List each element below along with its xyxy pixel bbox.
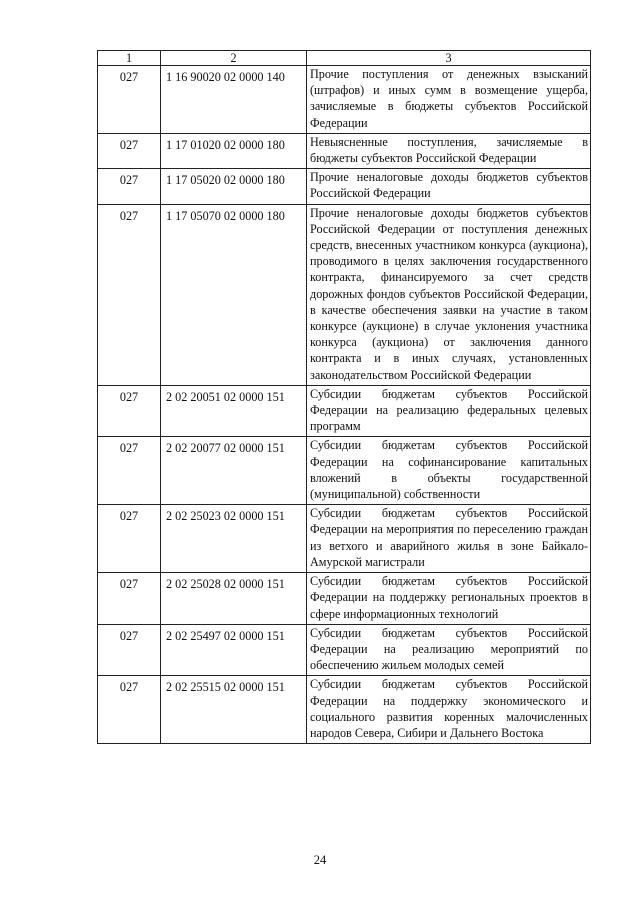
row-budget-code: 2 02 25023 02 0000 151 [161,505,307,573]
row-admin-code: 027 [98,385,161,437]
header-column-3: 3 [307,51,591,66]
row-budget-code: 2 02 25515 02 0000 151 [161,676,307,744]
row-description: Субсидии бюджетам субъектов Российской Федерации на реализацию мероприятий по обеспечению жильем молодых семей [307,624,591,676]
table-header-row [98,51,591,66]
row-admin-code: 027 [98,437,161,505]
row-admin-code: 027 [98,624,161,676]
row-budget-code: 1 17 05070 02 0000 180 [161,204,307,385]
table-row [98,437,591,505]
row-admin-code: 027 [98,66,161,134]
row-description: Субсидии бюджетам субъектов Российской Федерации на мероприятия по переселению граждан из ветхого и аварийного жилья в зоне Байкало-Амурской магистрали [307,505,591,573]
row-description: Невыясненные поступления, зачисляемые в бюджеты субъектов Российской Федерации [307,133,591,168]
row-budget-code: 2 02 20051 02 0000 151 [161,385,307,437]
table-body [98,66,591,744]
row-budget-code: 2 02 20077 02 0000 151 [161,437,307,505]
row-description: Субсидии бюджетам субъектов Российской Федерации на поддержку региональных проектов в сфере информационных технологий [307,573,591,625]
table-row [98,624,591,676]
table-row [98,133,591,168]
row-admin-code: 027 [98,204,161,385]
header-column-1: 1 [98,51,161,66]
row-admin-code: 027 [98,169,161,204]
row-admin-code: 027 [98,676,161,744]
row-admin-code: 027 [98,505,161,573]
row-description: Субсидии бюджетам субъектов Российской Федерации на софинансирование капитальных вложений в объекты государственной (муниципальной) собственности [307,437,591,505]
row-admin-code: 027 [98,133,161,168]
row-description: Субсидии бюджетам субъектов Российской Федерации на реализацию федеральных целевых программ [307,385,591,437]
table-row [98,385,591,437]
row-budget-code: 1 17 05020 02 0000 180 [161,169,307,204]
row-budget-code: 2 02 25497 02 0000 151 [161,624,307,676]
page-number: 24 [313,853,327,867]
table-row [98,66,591,134]
table-row [98,204,591,385]
row-budget-code: 1 16 90020 02 0000 140 [161,66,307,134]
row-admin-code: 027 [98,573,161,625]
row-budget-code: 2 02 25028 02 0000 151 [161,573,307,625]
table-row [98,169,591,204]
budget-codes-table [97,50,591,744]
row-description: Прочие неналоговые доходы бюджетов субъектов Российской Федерации [307,169,591,204]
row-description: Прочие неналоговые доходы бюджетов субъектов Российской Федерации от поступления денежных средств, внесенных участником конкурса (аукциона), проводимого в целях заключения государственного контракта, финансируемого за счет средств дорожных фондов субъектов Российской Федерации, в качестве обеспечения заявки на участие в таком конкурсе (аукционе) в случае уклонения участника конкурса (аукциона) от заключения данного контракта и в иных случаях, установленных законодательством Российской Федерации [307,204,591,385]
row-budget-code: 1 17 01020 02 0000 180 [161,133,307,168]
row-description: Прочие поступления от денежных взысканий (штрафов) и иных сумм в возмещение ущерба, зачисляемые в бюджеты субъектов Российской Федерации [307,66,591,134]
row-description: Субсидии бюджетам субъектов Российской Федерации на поддержку экономического и социального развития коренных малочисленных народов Севера, Сибири и Дальнего Востока [307,676,591,744]
table-row [98,676,591,744]
header-column-2: 2 [161,51,307,66]
table-row [98,573,591,625]
table-row [98,505,591,573]
